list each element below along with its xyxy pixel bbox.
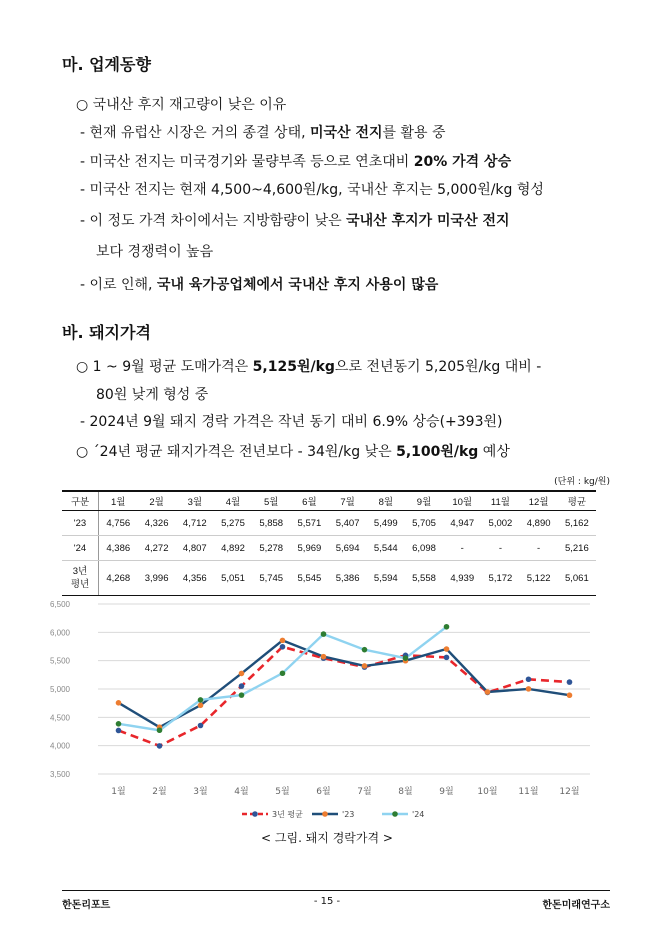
table-cell: 5,162 (558, 511, 596, 536)
table-header: 6월 (290, 491, 328, 511)
table-cell: 5,969 (290, 536, 328, 561)
data-point-0 (567, 679, 573, 685)
x-tick-label: 1월 (111, 787, 126, 797)
ma-item-6: - 이로 인해, 국내 육가공업체에서 국내산 후지 사용이 많음 (80, 277, 439, 293)
y-tick-label: 4,000 (49, 741, 70, 751)
data-point-1 (239, 671, 245, 677)
table-cell: - (481, 536, 519, 561)
table-cell: 4,272 (138, 536, 176, 561)
pig-price-line-chart (40, 596, 600, 828)
data-point-0 (157, 743, 163, 749)
x-tick-label: 6월 (316, 787, 331, 797)
legend-label: 3년 평균 (272, 810, 303, 819)
table-header: 5월 (252, 491, 290, 511)
ba-item-2: - 2024년 9월 돼지 경락 가격은 작년 동기 대비 6.9% 상승(+393원) (80, 414, 503, 430)
table-header: 8월 (367, 491, 405, 511)
data-point-2 (116, 721, 122, 727)
table-cell: - (443, 536, 481, 561)
page-number: - 15 - (313, 896, 341, 907)
table-cell: 4,892 (214, 536, 252, 561)
table-cell: - (520, 536, 558, 561)
section-title-ma: 마. 업계동향 (62, 55, 151, 74)
table-cell: 5,275 (214, 511, 252, 536)
table-cell: 4,712 (176, 511, 214, 536)
ma-item-3: - 미국산 전지는 미국경기와 물량부족 등으로 연초대비 20% 가격 상승 (80, 154, 512, 170)
x-tick-label: 10월 (477, 787, 498, 797)
section-title-ba: 바. 돼지가격 (62, 323, 151, 342)
table-cell: '24 (62, 536, 99, 561)
data-point-2 (444, 624, 450, 630)
x-tick-label: 9월 (439, 787, 454, 797)
table-header: 12월 (520, 491, 558, 511)
y-tick-label: 3,500 (49, 770, 70, 779)
ma-item-1: ○ 국내산 후지 재고량이 낮은 이유 (76, 97, 287, 113)
table-cell: 5,051 (214, 561, 252, 596)
x-tick-label: 4월 (234, 787, 249, 797)
data-point-1 (526, 686, 532, 692)
table-cell: 5,705 (405, 511, 443, 536)
table-row (62, 536, 596, 561)
x-tick-label: 2월 (152, 787, 167, 797)
table-cell: 5,172 (481, 561, 519, 596)
table-cell: 5,545 (290, 561, 328, 596)
legend-label: '23 (342, 810, 355, 819)
table-cell: 4,756 (99, 511, 138, 536)
table-header: 11월 (481, 491, 519, 511)
table-cell: 4,356 (176, 561, 214, 596)
data-point-2 (198, 697, 204, 703)
table-cell: 5,745 (252, 561, 290, 596)
table-cell: 5,558 (405, 561, 443, 596)
x-tick-label: 11월 (518, 787, 539, 797)
y-tick-label: 5,000 (49, 685, 70, 694)
data-point-0 (444, 655, 450, 661)
data-point-2 (157, 727, 163, 733)
table-cell: 5,694 (329, 536, 367, 561)
legend-marker-1 (322, 811, 328, 817)
ma-item-5-cont: 보다 경쟁력이 높음 (96, 244, 214, 260)
ba-item-3: ○ ´24년 평균 돼지가격은 전년보다 - 34원/kg 낮은 5,100원/kg 예상 (76, 444, 510, 460)
table-cell: 5,499 (367, 511, 405, 536)
ba-item-1-cont: 80원 낮게 형성 중 (96, 387, 209, 403)
data-point-2 (403, 655, 409, 661)
data-point-1 (444, 646, 450, 652)
table-header: 7월 (329, 491, 367, 511)
table-header: 구분 (62, 491, 99, 511)
data-point-2 (280, 670, 286, 676)
table-cell: 4,326 (138, 511, 176, 536)
data-point-1 (362, 663, 368, 669)
y-tick-label: 6,500 (49, 600, 70, 609)
data-point-2 (362, 647, 368, 653)
table-cell: 5,858 (252, 511, 290, 536)
table-cell: 4,890 (520, 511, 558, 536)
table-cell: 6,098 (405, 536, 443, 561)
ma-item-2: - 현재 유럽산 시장은 거의 종결 상태, 미국산 전지를 활용 중 (80, 125, 446, 141)
table-cell: 5,571 (290, 511, 328, 536)
data-point-1 (321, 654, 327, 660)
data-point-0 (280, 644, 286, 650)
table-cell: 4,807 (176, 536, 214, 561)
y-tick-label: 6,000 (49, 628, 70, 638)
table-cell: 5,122 (520, 561, 558, 596)
table-cell: 5,002 (481, 511, 519, 536)
x-tick-label: 7월 (357, 787, 372, 797)
data-point-0 (116, 728, 122, 734)
table-cell: 5,061 (558, 561, 596, 596)
data-point-0 (239, 683, 245, 689)
data-point-1 (485, 689, 491, 695)
table-cell: '23 (62, 511, 99, 536)
table-header: 10월 (443, 491, 481, 511)
price-table (62, 490, 596, 596)
footer-divider (62, 890, 610, 891)
table-cell: 4,947 (443, 511, 481, 536)
table-cell: 3년 평년 (62, 561, 99, 596)
ba-item-1: ○ 1 ~ 9월 평균 도매가격은 5,125원/kg으로 전년동기 5,205원/kg 대비 - (76, 359, 542, 375)
data-point-1 (280, 638, 286, 644)
table-cell: 4,939 (443, 561, 481, 596)
x-tick-label: 12월 (559, 787, 580, 797)
table-cell: 5,278 (252, 536, 290, 561)
data-point-0 (198, 723, 204, 729)
data-point-1 (567, 692, 573, 698)
table-row (62, 561, 596, 596)
y-tick-label: 4,500 (49, 713, 70, 723)
x-tick-label: 5월 (275, 787, 290, 797)
table-header: 2월 (138, 491, 176, 511)
ma-item-5: - 이 정도 가격 차이에서는 지방함량이 낮은 국내산 후지가 미국산 전지 (80, 213, 510, 229)
y-tick-label: 5,500 (49, 656, 70, 666)
table-header-row (62, 491, 596, 511)
table-cell: 5,386 (329, 561, 367, 596)
x-tick-label: 8월 (398, 787, 413, 797)
legend-marker-2 (392, 811, 398, 817)
table-header: 4월 (214, 491, 252, 511)
table-header: 평균 (558, 491, 596, 511)
ma-item-4: - 미국산 전지는 현재 4,500~4,600원/kg, 국내산 후지는 5,000원/kg 형성 (80, 182, 544, 198)
legend-marker-0 (252, 811, 258, 817)
table-cell: 5,594 (367, 561, 405, 596)
data-point-2 (321, 631, 327, 637)
table-unit: (단위 : kg/원) (554, 477, 610, 487)
footer-right: 한돈미래연구소 (542, 900, 610, 911)
x-tick-label: 3월 (193, 787, 208, 797)
table-cell: 5,216 (558, 536, 596, 561)
table-row (62, 511, 596, 536)
series-line-1 (119, 640, 570, 727)
legend-label: '24 (412, 810, 425, 819)
table-cell: 5,544 (367, 536, 405, 561)
footer-left: 한돈리포트 (62, 900, 111, 911)
table-header: 3월 (176, 491, 214, 511)
table-cell: 5,407 (329, 511, 367, 536)
data-point-2 (239, 692, 245, 698)
table-header: 9월 (405, 491, 443, 511)
data-point-0 (526, 676, 532, 682)
data-point-1 (198, 703, 204, 709)
figure-caption: < 그림. 돼지 경락가격 > (261, 831, 393, 845)
table-cell: 4,386 (99, 536, 138, 561)
table-cell: 4,268 (99, 561, 138, 596)
table-header: 1월 (99, 491, 138, 511)
table-cell: 3,996 (138, 561, 176, 596)
data-point-1 (116, 700, 122, 706)
